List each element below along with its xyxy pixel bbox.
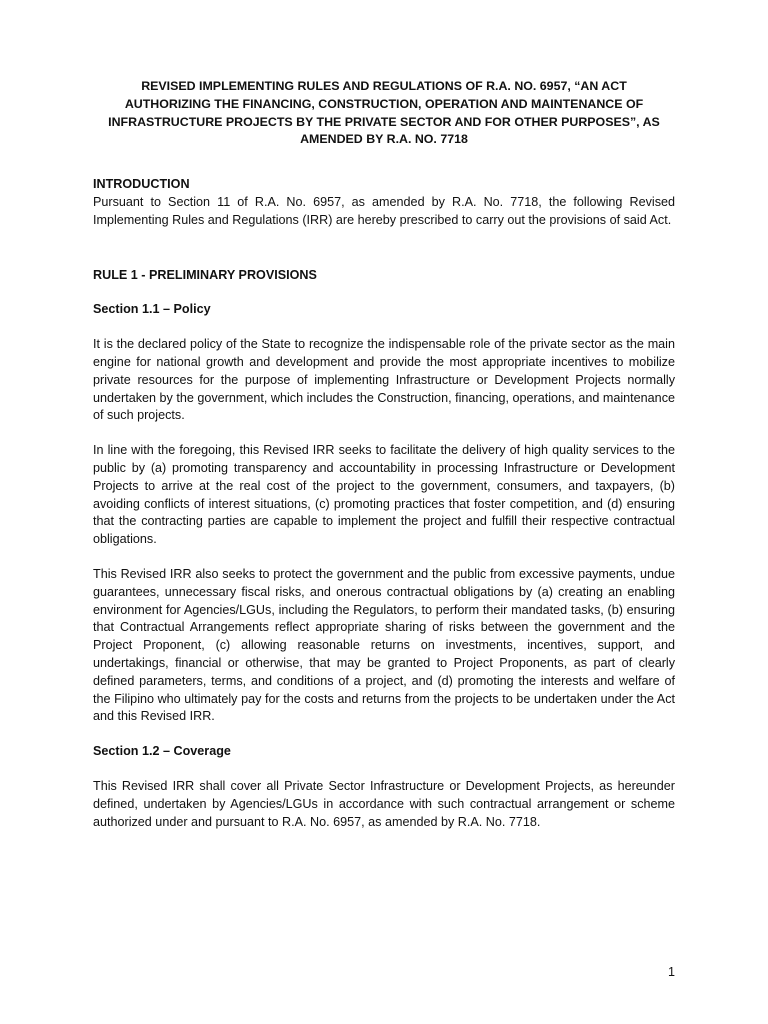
policy-paragraph: It is the declared policy of the State to recognize the indispensable role of the private sector as the main engine for national growth and development and provide the most appropriate incentives to mobilize private resources for the purpose of implementing Infrastructure or Development Projects normally undertaken by the government, which includes the Construction, financing, operations, and maintenance of such projects. (93, 337, 675, 423)
policy-paragraph: This Revised IRR also seeks to protect the government and the public from excessive payments, undue guarantees, unnecessary fiscal risks, and onerous contractual obligations by (a) creating an enabling environment for Agencies/LGUs, including the Regulators, to perform their mandated tasks, (b) ensuring that Contractual Arrangements reflect appropriate sharing of risks between the government and the Project Proponent, (c) allowing reasonable returns on investments, incentives, support, and undertakings, financial or otherwise, that may be granted to Project Proponents, as part of clearly defined parameters, terms, and conditions of a project, and (d) promoting the interests and welfare of the Filipino who ultimately pay for the costs and returns from the projects to be undertaken under the Act and this Revised IRR. (93, 566, 675, 724)
policy-paragraph: In line with the foregoing, this Revised IRR seeks to facilitate the delivery of high quality services to the public by (a) promoting transparency and accountability in processing Infrastructure or Development Projects to arrive at the real cost of the project to the government, consumers, and taxpayers, (b) avoiding conflicts of interest situations, (c) promoting practices that foster competition, and (d) ensuring that the contracting parties are capable to implement the project and fulfill their respective contractual obligations. (93, 443, 675, 547)
rule-1-heading: RULE 1 - PRELIMINARY PROVISIONS (93, 267, 317, 282)
introduction-heading: INTRODUCTION (93, 177, 190, 192)
document-body (93, 78, 675, 831)
coverage-paragraph: This Revised IRR shall cover all Private Sector Infrastructure or Development Projects, as hereunder defined, undertaken by Agencies/LGUs in accordance with such contractual arrangement or scheme authorized under and pursuant to R.A. No. 6957, as amended by R.A. No. 7718. (93, 778, 675, 829)
section-1-2-heading: Section 1.2 – Coverage (93, 744, 231, 759)
document-title: REVISED IMPLEMENTING RULES AND REGULATIONS OF R.A. NO. 6957, “AN ACT AUTHORIZING THE FINANCING, CONSTRUCTION, OPERATION AND MAINTENANCE OF INFRASTRUCTURE PROJECTS BY THE PRIVATE SECTOR AND FOR OTHER PURPOSES”, AS AMENDED BY R.A. NO. 7718 (108, 79, 660, 147)
page-number: 1 (667, 965, 675, 979)
section-1-1-heading: Section 1.1 – Policy (93, 302, 211, 317)
introduction-text: Pursuant to Section 11 of R.A. No. 6957, as amended by R.A. No. 7718, the following Revised Implementing Rules and Regulations (IRR) are hereby prescribed to carry out the provisions of said Act. (93, 194, 675, 227)
